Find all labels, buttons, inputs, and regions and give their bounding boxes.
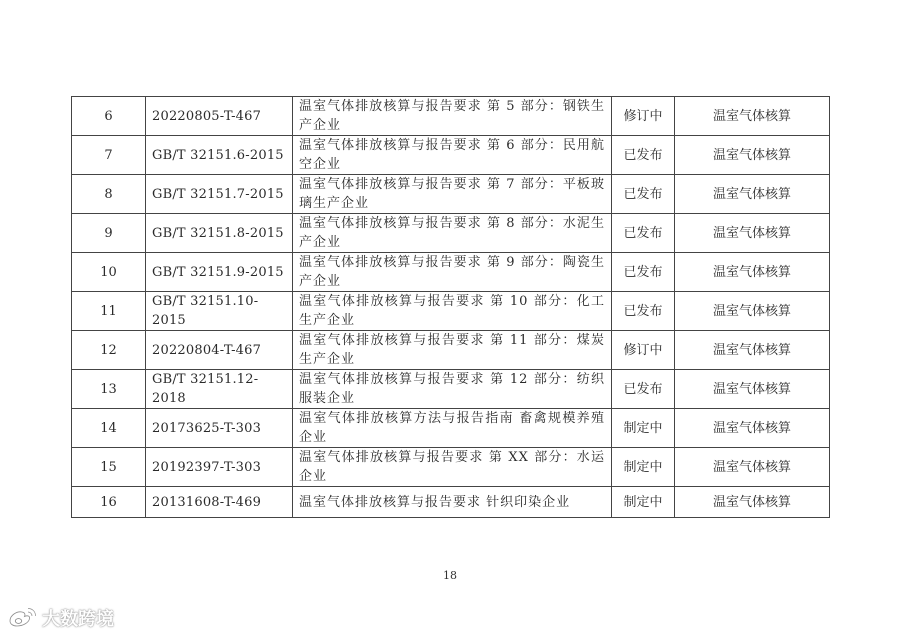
standard-code-cell: 20220804-T-467 xyxy=(146,331,293,370)
row-number-cell: 8 xyxy=(72,175,146,214)
row-number-cell: 12 xyxy=(72,331,146,370)
standard-name-cell: 温室气体排放核算与报告要求 第 5 部分：钢铁生产企业 xyxy=(293,97,612,136)
category-cell: 温室气体核算 xyxy=(675,214,830,253)
standards-table xyxy=(71,96,830,518)
standard-code-cell: GB/T 32151.10-2015 xyxy=(146,292,293,331)
standard-code-cell: 20131608-T-469 xyxy=(146,487,293,518)
standard-code-cell: 20173625-T-303 xyxy=(146,409,293,448)
table-row xyxy=(72,331,830,370)
standard-name-cell: 温室气体排放核算与报告要求 第 11 部分：煤炭生产企业 xyxy=(293,331,612,370)
row-number-cell: 16 xyxy=(72,487,146,518)
row-number-cell: 14 xyxy=(72,409,146,448)
standard-code-cell: GB/T 32151.9-2015 xyxy=(146,253,293,292)
watermark xyxy=(6,605,114,631)
table-row xyxy=(72,136,830,175)
table-row xyxy=(72,370,830,409)
standard-name-cell: 温室气体排放核算与报告要求 第 6 部分：民用航空企业 xyxy=(293,136,612,175)
status-cell: 修订中 xyxy=(612,331,675,370)
status-cell: 修订中 xyxy=(612,97,675,136)
standard-code-cell: GB/T 32151.7-2015 xyxy=(146,175,293,214)
table-row xyxy=(72,292,830,331)
standard-name-cell: 温室气体排放核算与报告要求 针织印染企业 xyxy=(293,487,612,518)
row-number-cell: 9 xyxy=(72,214,146,253)
row-number-cell: 7 xyxy=(72,136,146,175)
category-cell: 温室气体核算 xyxy=(675,487,830,518)
row-number-cell: 11 xyxy=(72,292,146,331)
table-row xyxy=(72,409,830,448)
standard-name-cell: 温室气体排放核算与报告要求 第 7 部分：平板玻璃生产企业 xyxy=(293,175,612,214)
category-cell: 温室气体核算 xyxy=(675,331,830,370)
table-row xyxy=(72,214,830,253)
row-number-cell: 13 xyxy=(72,370,146,409)
table-row xyxy=(72,487,830,518)
category-cell: 温室气体核算 xyxy=(675,292,830,331)
page-number: 18 xyxy=(443,569,457,582)
row-number-cell: 6 xyxy=(72,97,146,136)
status-cell: 已发布 xyxy=(612,370,675,409)
status-cell: 已发布 xyxy=(612,292,675,331)
standard-name-cell: 温室气体排放核算与报告要求 第 8 部分：水泥生产企业 xyxy=(293,214,612,253)
standard-name-cell: 温室气体排放核算与报告要求 第 XX 部分：水运企业 xyxy=(293,448,612,487)
weibo-logo-icon xyxy=(6,605,38,631)
category-cell: 温室气体核算 xyxy=(675,370,830,409)
table-row xyxy=(72,97,830,136)
standard-code-cell: GB/T 32151.8-2015 xyxy=(146,214,293,253)
category-cell: 温室气体核算 xyxy=(675,136,830,175)
table-row xyxy=(72,175,830,214)
standard-name-cell: 温室气体排放核算方法与报告指南 畜禽规模养殖企业 xyxy=(293,409,612,448)
status-cell: 已发布 xyxy=(612,253,675,292)
category-cell: 温室气体核算 xyxy=(675,175,830,214)
row-number-cell: 15 xyxy=(72,448,146,487)
standard-code-cell: 20220805-T-467 xyxy=(146,97,293,136)
category-cell: 温室气体核算 xyxy=(675,409,830,448)
category-cell: 温室气体核算 xyxy=(675,253,830,292)
status-cell: 已发布 xyxy=(612,214,675,253)
table-row xyxy=(72,253,830,292)
status-cell: 制定中 xyxy=(612,487,675,518)
standard-code-cell: 20192397-T-303 xyxy=(146,448,293,487)
standards-table-body xyxy=(72,97,830,518)
status-cell: 已发布 xyxy=(612,175,675,214)
status-cell: 制定中 xyxy=(612,409,675,448)
standard-code-cell: GB/T 32151.6-2015 xyxy=(146,136,293,175)
status-cell: 制定中 xyxy=(612,448,675,487)
status-cell: 已发布 xyxy=(612,136,675,175)
category-cell: 温室气体核算 xyxy=(675,448,830,487)
standard-name-cell: 温室气体排放核算与报告要求 第 10 部分：化工生产企业 xyxy=(293,292,612,331)
table-row xyxy=(72,448,830,487)
category-cell: 温室气体核算 xyxy=(675,97,830,136)
watermark-text: 大数跨境 xyxy=(42,609,114,630)
row-number-cell: 10 xyxy=(72,253,146,292)
standard-name-cell: 温室气体排放核算与报告要求 第 9 部分：陶瓷生产企业 xyxy=(293,253,612,292)
standard-name-cell: 温室气体排放核算与报告要求 第 12 部分：纺织服装企业 xyxy=(293,370,612,409)
standard-code-cell: GB/T 32151.12-2018 xyxy=(146,370,293,409)
